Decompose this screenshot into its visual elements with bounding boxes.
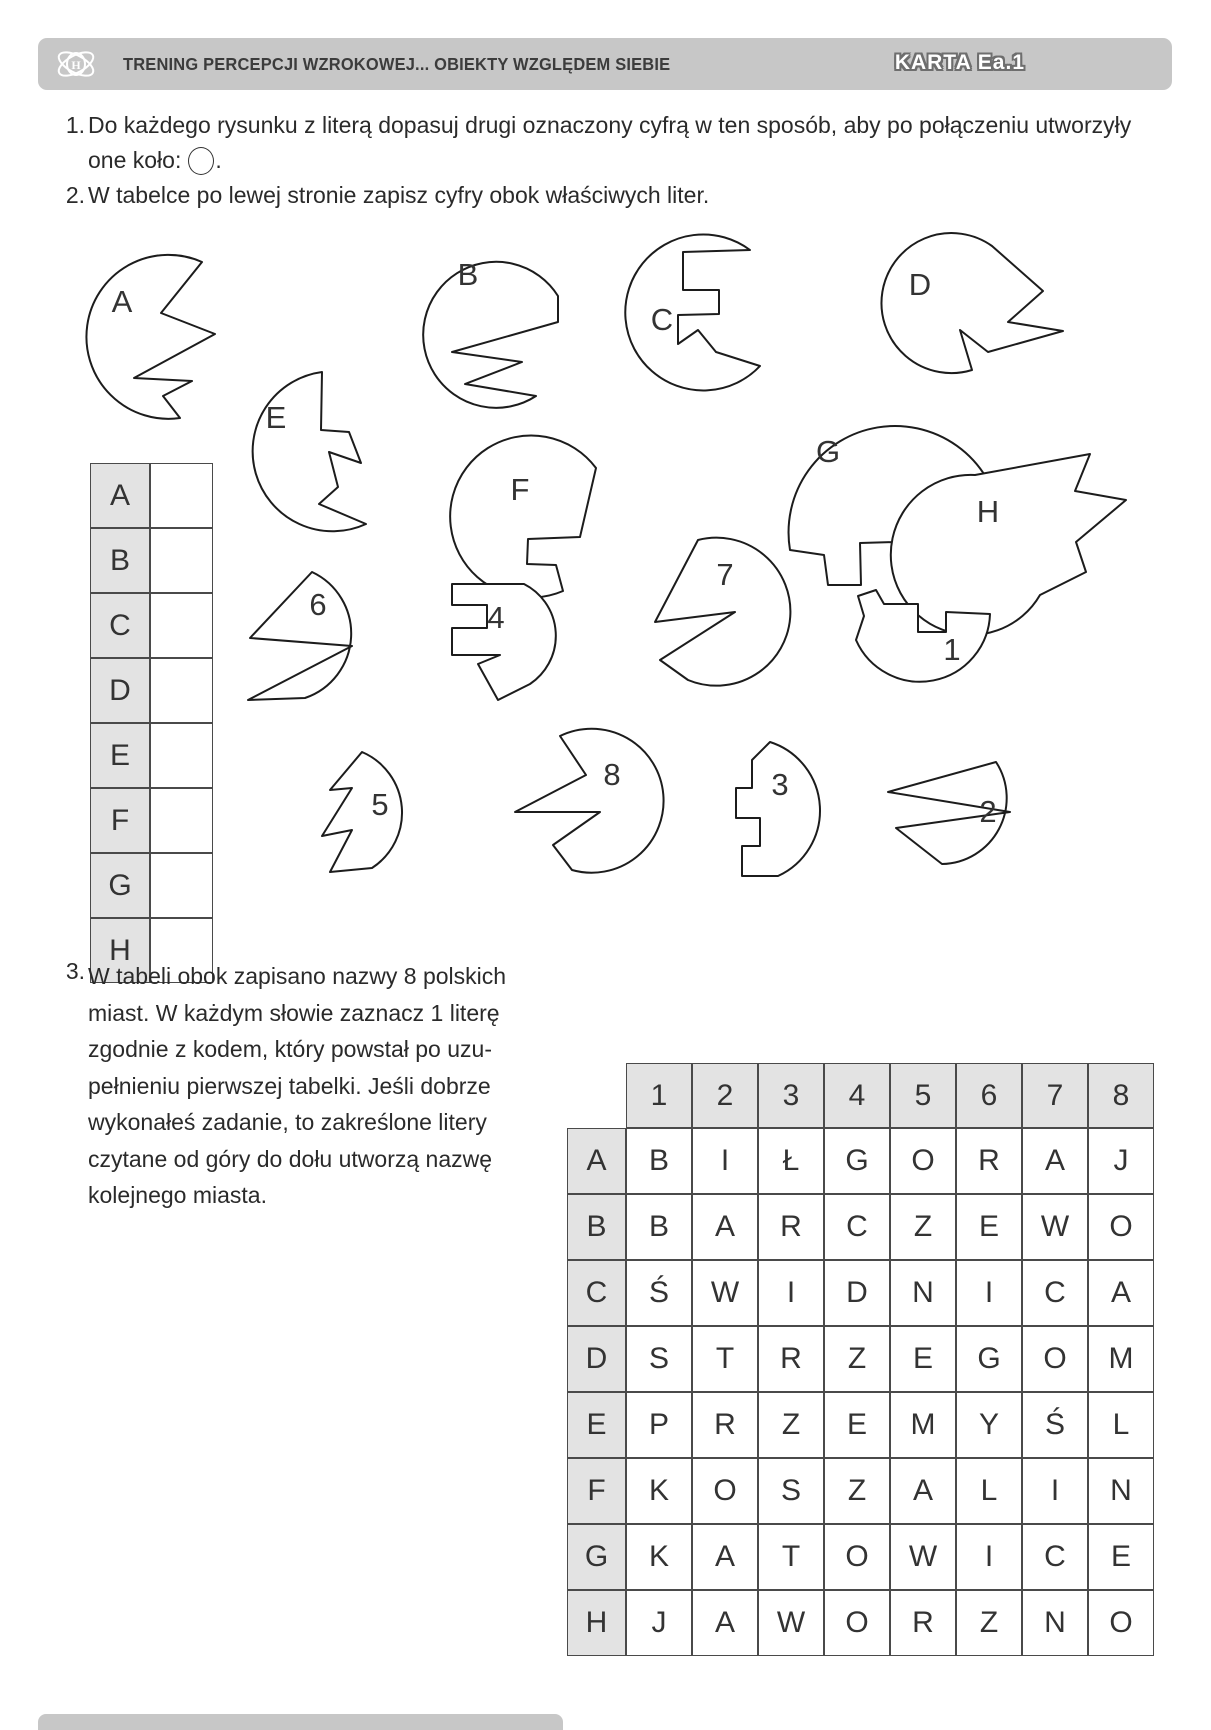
shape-piece-5 xyxy=(322,752,402,872)
instruction-1-line2-text: one koło: xyxy=(88,147,182,173)
grid-cell: K xyxy=(626,1524,692,1590)
grid-cell: O xyxy=(1088,1194,1154,1260)
grid-cell: E xyxy=(956,1194,1022,1260)
grid-cell: I xyxy=(1022,1458,1088,1524)
shape-label-1: 1 xyxy=(943,632,961,667)
answer-table-row xyxy=(90,528,213,593)
svg-text:H: H xyxy=(71,58,81,72)
answer-cell-empty xyxy=(150,853,213,918)
grid-cell: A xyxy=(692,1524,758,1590)
answer-table-row xyxy=(90,463,213,528)
grid-cell: Ś xyxy=(626,1260,692,1326)
instruction-1-line1: Do każdego rysunku z literą dopasuj drugi oznaczony cyfrą w ten sposób, aby po połączeniu utworzyły xyxy=(88,112,1132,138)
grid-cell: J xyxy=(1088,1128,1154,1194)
grid-cell: E xyxy=(890,1326,956,1392)
shape-label-h: H xyxy=(976,494,1000,529)
shape-letter-f xyxy=(450,436,596,598)
shape-piece-8 xyxy=(515,729,664,873)
grid-row-label: E xyxy=(567,1392,626,1458)
grid-cell: M xyxy=(1088,1326,1154,1392)
shape-label-6: 6 xyxy=(309,587,327,622)
grid-cell: R xyxy=(890,1590,956,1656)
grid-cell: M xyxy=(890,1392,956,1458)
grid-cell: A xyxy=(890,1458,956,1524)
answer-row-label: D xyxy=(90,658,150,723)
instruction-3-line: czytane od góry do dołu utworzą nazwę xyxy=(88,1145,493,1172)
answer-row-label: H xyxy=(90,918,150,983)
grid-cell: O xyxy=(824,1524,890,1590)
grid-row-label: B xyxy=(567,1194,626,1260)
grid-cell: R xyxy=(692,1392,758,1458)
grid-cell: Z xyxy=(824,1458,890,1524)
grid-cell: W xyxy=(1022,1194,1088,1260)
grid-row-label: C xyxy=(567,1260,626,1326)
grid-cell: Z xyxy=(890,1194,956,1260)
worksheet-title: TRENING PERCEPCJI WZROKOWEJ... OBIEKTY WZGLĘDEM SIEBIE xyxy=(123,54,671,74)
grid-cell: C xyxy=(824,1194,890,1260)
shape-label-4: 4 xyxy=(487,600,505,635)
shape-label-3: 3 xyxy=(771,767,789,802)
grid-col-header: 7 xyxy=(1022,1063,1088,1128)
instruction-3-text xyxy=(88,958,506,1214)
grid-cell: Z xyxy=(758,1392,824,1458)
grid-cell: W xyxy=(758,1590,824,1656)
grid-row xyxy=(567,1260,1154,1326)
answer-row-label: B xyxy=(90,528,150,593)
shape-letter-e xyxy=(253,372,366,531)
answer-cell-empty xyxy=(150,723,213,788)
answer-row-label: E xyxy=(90,723,150,788)
answer-row-label: C xyxy=(90,593,150,658)
grid-cell: E xyxy=(824,1392,890,1458)
grid-cell: O xyxy=(890,1128,956,1194)
grid-cell: G xyxy=(956,1326,1022,1392)
answer-cell-empty xyxy=(150,463,213,528)
grid-row-label: G xyxy=(567,1524,626,1590)
grid-cell: I xyxy=(956,1260,1022,1326)
grid-col-header: 4 xyxy=(824,1063,890,1128)
answer-cell-empty xyxy=(150,593,213,658)
grid-cell: G xyxy=(824,1128,890,1194)
grid-cell: Ł xyxy=(758,1128,824,1194)
grid-cell: J xyxy=(626,1590,692,1656)
grid-row-label: A xyxy=(567,1128,626,1194)
grid-cell: R xyxy=(956,1128,1022,1194)
grid-row-label: H xyxy=(567,1590,626,1656)
grid-row-label: D xyxy=(567,1326,626,1392)
grid-cell: I xyxy=(758,1260,824,1326)
grid-cell: T xyxy=(758,1524,824,1590)
grid-cell: C xyxy=(1022,1260,1088,1326)
grid-cell: B xyxy=(626,1128,692,1194)
instruction-1-number: 1. xyxy=(65,112,85,138)
grid-cell: B xyxy=(626,1194,692,1260)
grid-cell: T xyxy=(692,1326,758,1392)
grid-cell: Ś xyxy=(1022,1392,1088,1458)
instruction-2-text: W tabelce po lewej stronie zapisz cyfry obok właściwych liter. xyxy=(88,182,710,208)
answer-row-label: A xyxy=(90,463,150,528)
grid-cell: L xyxy=(1088,1392,1154,1458)
grid-cell: A xyxy=(1088,1260,1154,1326)
letter-grid xyxy=(567,1063,1154,1656)
answer-table-row xyxy=(90,853,213,918)
answer-row-label: G xyxy=(90,853,150,918)
shape-letter-d xyxy=(881,233,1063,373)
shape-label-b: B xyxy=(457,257,479,292)
shape-letter-a xyxy=(86,255,215,419)
answer-cell-empty xyxy=(150,658,213,723)
grid-row xyxy=(567,1326,1154,1392)
shape-letter-b xyxy=(423,262,558,408)
grid-row xyxy=(567,1458,1154,1524)
grid-cell: O xyxy=(1088,1590,1154,1656)
grid-row xyxy=(567,1392,1154,1458)
grid-cell: Y xyxy=(956,1392,1022,1458)
shape-label-5: 5 xyxy=(371,787,389,822)
grid-cell: I xyxy=(956,1524,1022,1590)
grid-header-row xyxy=(567,1063,1154,1128)
grid-cell: E xyxy=(1088,1524,1154,1590)
grid-cell: O xyxy=(1022,1326,1088,1392)
grid-row xyxy=(567,1590,1154,1656)
shape-letter-c xyxy=(625,234,760,390)
instruction-3-line: pełnieniu pierwszej tabelki. Jeśli dobrze xyxy=(88,1072,491,1099)
shape-piece-6 xyxy=(248,572,352,700)
grid-cell: A xyxy=(1022,1128,1088,1194)
grid-cell: C xyxy=(1022,1524,1088,1590)
shape-label-d: D xyxy=(908,267,932,302)
grid-cell: P xyxy=(626,1392,692,1458)
shape-label-a: A xyxy=(111,284,133,319)
grid-col-header: 6 xyxy=(956,1063,1022,1128)
grid-row xyxy=(567,1128,1154,1194)
grid-row xyxy=(567,1524,1154,1590)
grid-cell: A xyxy=(692,1590,758,1656)
grid-row-label: F xyxy=(567,1458,626,1524)
grid-cell: S xyxy=(758,1458,824,1524)
instruction-3-line: miast. W każdym słowie zaznacz 1 literę xyxy=(88,999,500,1026)
grid-cell: R xyxy=(758,1194,824,1260)
instruction-1-line2-period: . xyxy=(215,147,222,173)
shape-label-8: 8 xyxy=(603,757,621,792)
shape-label-2: 2 xyxy=(979,794,997,829)
grid-col-header: 2 xyxy=(692,1063,758,1128)
grid-cell: N xyxy=(1022,1590,1088,1656)
grid-cell: N xyxy=(1088,1458,1154,1524)
grid-cell: A xyxy=(692,1194,758,1260)
grid-col-header: 1 xyxy=(626,1063,692,1128)
grid-cell: Z xyxy=(824,1326,890,1392)
answer-table-row xyxy=(90,723,213,788)
instruction-3-line: zgodnie z kodem, który powstał po uzu- xyxy=(88,1036,492,1062)
card-number-badge: KARTA Ea.1 xyxy=(894,51,1025,74)
grid-cell: O xyxy=(692,1458,758,1524)
grid-cell: W xyxy=(890,1524,956,1590)
grid-cell: N xyxy=(890,1260,956,1326)
grid-cell: S xyxy=(626,1326,692,1392)
answer-table-row xyxy=(90,788,213,853)
grid-cell: I xyxy=(692,1128,758,1194)
answer-cell-empty xyxy=(150,788,213,853)
instruction-3-line: W tabeli obok zapisano nazwy 8 polskich xyxy=(88,963,507,989)
shape-piece-3 xyxy=(736,742,820,876)
shape-label-c: C xyxy=(650,302,674,337)
instruction-3-line: kolejnego miasta. xyxy=(88,1182,267,1208)
instruction-3-line: wykonałeś zadanie, to zakreślone litery xyxy=(88,1109,487,1135)
answer-table-row xyxy=(90,593,213,658)
grid-cell: R xyxy=(758,1326,824,1392)
grid-col-header: 8 xyxy=(1088,1063,1154,1128)
grid-cell: K xyxy=(626,1458,692,1524)
instruction-2-number: 2. xyxy=(65,182,85,208)
shape-label-g: G xyxy=(815,434,841,469)
next-section-bar xyxy=(38,1714,563,1730)
shape-label-7: 7 xyxy=(716,557,734,592)
grid-cell: Z xyxy=(956,1590,1022,1656)
shape-label-f: F xyxy=(510,472,530,507)
grid-cell: W xyxy=(692,1260,758,1326)
instruction-3-number: 3. xyxy=(65,958,85,984)
grid-cell: D xyxy=(824,1260,890,1326)
answer-row-label: F xyxy=(90,788,150,853)
grid-cell: O xyxy=(824,1590,890,1656)
grid-row xyxy=(567,1194,1154,1260)
shape-label-e: E xyxy=(265,400,287,435)
answer-table xyxy=(90,463,213,983)
grid-col-header: 3 xyxy=(758,1063,824,1128)
answer-cell-empty xyxy=(150,528,213,593)
grid-col-header: 5 xyxy=(890,1063,956,1128)
grid-corner-spacer xyxy=(567,1063,626,1128)
answer-table-row xyxy=(90,658,213,723)
grid-cell: L xyxy=(956,1458,1022,1524)
